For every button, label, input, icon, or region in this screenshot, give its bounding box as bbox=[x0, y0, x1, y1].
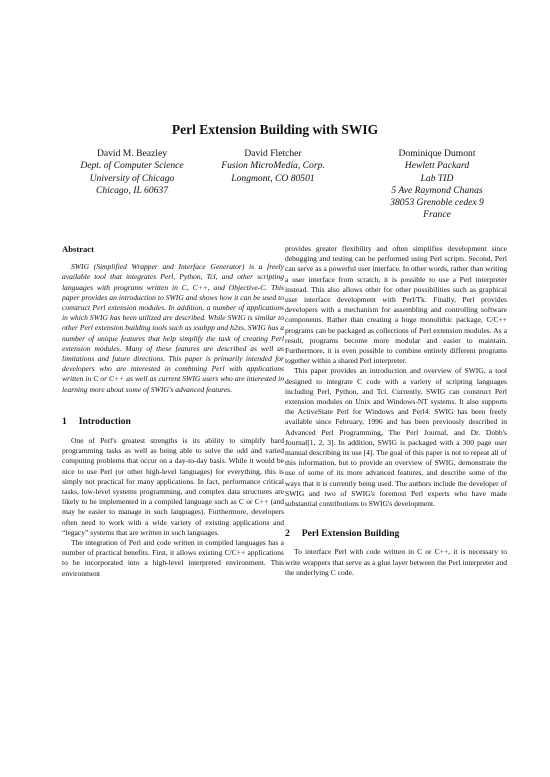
author-affiliation: University of Chicago bbox=[89, 172, 175, 184]
section-number: 2 bbox=[285, 528, 290, 540]
author-affiliation: 5 Ave Raymond Chanas bbox=[391, 184, 483, 196]
author-block-fletcher bbox=[203, 148, 343, 185]
body-paragraph: To interface Perl with code written in C or C++, it is necessary to write wrappers that serve as a glue layer between the Perl interpreter and the underlying C code. bbox=[285, 547, 507, 577]
author-affiliation: Lab TID bbox=[420, 172, 454, 184]
author-affiliation: Dept. of Computer Science bbox=[80, 160, 184, 172]
section-heading bbox=[285, 529, 507, 539]
paper-title: Perl Extension Building with SWIG bbox=[171, 122, 379, 137]
author-affiliation: Chicago, IL 60637 bbox=[95, 184, 169, 196]
author-affiliation: 38053 Grenoble cedex 9 bbox=[390, 197, 484, 209]
section-heading bbox=[62, 417, 284, 427]
abstract-heading: Abstract bbox=[62, 244, 94, 254]
section-title: Introduction bbox=[78, 415, 131, 427]
abstract-text: SWIG (Simplified Wrapper and Interface Generator) is a freely available tool that integrates Perl, Python, Tcl, and other scripting languages with programs written in C, C++, and Objective-C. This paper provides an introduction to SWIG and shows how it can be used to construct Perl extension modules. In addition, a number of applications in which SWIG has been utilized are described. While SWIG is similar to other Perl extension building tools such as xsubpp and h2xs, SWIG has a number of unique features that help simplify the task of creating Perl extension modules. Many of these features are described as well as limitations and future directions. This paper is primarily intended for developers who are interested in combining Perl with applications written in C or C++ as well as current SWIG users who are interested in learning more about some of SWIG's advanced features. bbox=[62, 262, 284, 394]
left-column bbox=[62, 244, 284, 579]
author-affiliation: Hewlett Packard bbox=[404, 160, 470, 172]
author-name: David Fletcher bbox=[244, 148, 302, 159]
author-affiliation: Longmont, CO 80501 bbox=[231, 172, 315, 184]
body-paragraph: provides greater flexibility and often simplifies development since debugging and testing can be performed using Perl scripts. Second, Perl can serve as a powerful user interface. In other words, rather than writing a user interface from scratch, it is possible to use a Perl interpreter instead. This also allows other for other possibilities such as graphical user interface development with Perl/Tk. Finally, Perl provides developers with a mechanism for assembling and controlling software components. Rather than creating a huge monolithic package, C/C++ programs can be packaged as collections of Perl extension modules. As a result, programs become more modular and easier to maintain. Furthermore, it is even possible to combine entirely different programs together within a shared Perl interpreter. bbox=[285, 244, 507, 366]
body-paragraph: The integration of Perl and code written in compiled languages has a number of practical benefits. First, it allows existing C/C++ applications to be incorporated into a high-level interpreted environment. This environment bbox=[62, 538, 284, 578]
author-block-dumont bbox=[372, 148, 502, 222]
body-paragraph: This paper provides an introduction and overview of SWIG, a tool designed to integrate C code with a variety of scripting languages including Perl, Python, and Tcl. Currently, SWIG can construct Perl extension modules on Unix and Windows-NT systems. It also supports the ActiveState Perl for Windows and Perl4. SWIG has been freely available since February, 1996 and has been previously described in Advanced Perl Programming, The Perl Journal, and Dr. Dobb's Journal[1, 2, 3]. In addition, SWIG is packaged with a 300 page user manual describing its use [4]. The goal of this paper is not to repeat all of this information, but to provide an overview of SWIG, demonstrate the use of some of its more advanced features, and describe some of the ways that it is currently being used. The authors include the developer of SWIG and two of SWIG's foremost Perl experts who have made substantial contributions to SWIG's development. bbox=[285, 366, 507, 509]
section-number: 1 bbox=[62, 415, 67, 427]
author-block-beazley bbox=[62, 148, 202, 197]
author-name: Dominique Dumont bbox=[398, 148, 476, 159]
author-affiliation: Fusion MicroMedia, Corp. bbox=[221, 160, 325, 172]
section-title: Perl Extension Building bbox=[301, 528, 400, 540]
author-affiliation: France bbox=[423, 209, 451, 221]
body-paragraph: One of Perl's greatest strengths is its ability to simplify hard programming tasks as well as being able to solve the odd and varied computing problems that occur on a day-to-day basis. While it would be nice to use Perl (or other high-level languages) for everything, this is simply not practical for many applications. In fact, performance critical tasks, low-level systems programming, and complex data structures are likely to be implemented in a compiled language such as C or C++ (and may be easier to manage in such languages). Furthermore, developers often need to work with a wide variety of existing applications and “legacy” systems that are written in such languages. bbox=[62, 436, 284, 537]
author-name: David M. Beazley bbox=[96, 148, 168, 159]
right-column bbox=[285, 244, 507, 578]
